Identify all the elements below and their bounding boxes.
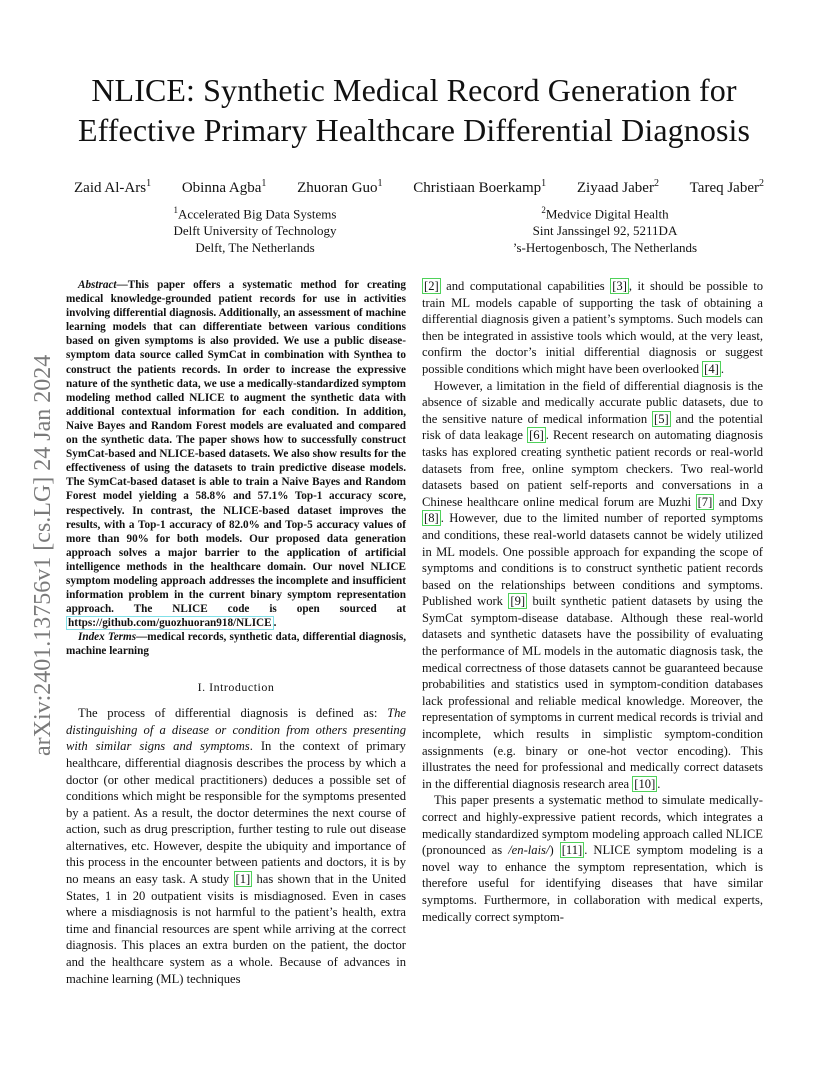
abstract: Abstract—This paper offers a systematic method for creating medical knowledge-grounded patient records for use in activities involving differential diagnosis. Additionally, an assessment of machine learning models that can differentiate between various conditions based on given symptoms is also provided. We use a public disease-symptom data source called SymCat in combination with Synthea to construct the patients records. In order to increase the expressive nature of the synthetic data, we use a medically-standardized symptom modeling method called NLICE to augment the synthetic data with additional contextual information for each condition. In addition, Naive Bayes and Random Forest models are evaluated and compared on the synthetic data. The paper shows how to successfully construct SymCat-based and NLICE-based datasets. We also show results for the effectiveness of using the datasets to train predictive disease models. The SymCat-based dataset is able to train a Naive Bayes and Random Forest model yielding a 58.8% and 57.1% Top-1 accuracy score, respectively. In contrast, the NLICE-based dataset improves the results, with a Top-1 accuracy of 82.0% and Top-5 accuracy values of more than 90% for both models. Our proposed data generation approach solves a major barrier to the application of artificial intelligence methods in the healthcare domain. Our novel NLICE symptom modeling approach addresses the incomplete and insufficient information problem in the current binary symptom representation approach. The NLICE code is open sourced at https://github.com/guozhuoran918/NLICE . <box>66 279 406 630</box>
intro-paragraph-1: The process of differential diagnosis is defined as: The distinguishing of a disease or condition from others presenting with similar signs and symptoms. In the context of primary healthcare, differential diagnosis describes the process by which a doctor (or other medical practitioners) deduces a possible set of conditions which might be responsible for the symptoms presented by a patient. As a result, the doctor determines the next course of action, such as drug prescription, further testing to rule out disease alternatives, etc. However, despite the ubiquity and importance of this process in the encounter between patients and doctors, it is by no means an easy task. A study [1] has shown that in the United States, 1 in 20 outpatient visits is misdiagnosed. Even in cases where a misdiagnosis is not harmful to the patient’s health, extra time and financial resources are spent while arriving at the correct diagnosis. This places an extra burden on the patient, the doctor and the healthcare system as a whole. Because of advances in machine learning (ML) techniques <box>66 706 406 986</box>
left-column <box>66 278 406 987</box>
citation-link[interactable]: [7] <box>697 494 713 509</box>
arxiv-id-text: arXiv:2401.13756v1 [cs.LG] 24 Jan 2024 <box>30 354 56 756</box>
intro-paragraph-3: This paper presents a systematic method to simulate medically-correct and highly-expressive patient records, which integrates a medically standardized symptom modeling approach called NLICE (pronounced as /en-lais/) [11] . NLICE symptom modeling is a novel way to enhance the symptom representation, which is therefore useful for identifying diseases that have similar symptoms. Furthermore, in collaboration with medical experts, medically correct symptom- <box>422 793 763 924</box>
index-terms: Index Terms—medical records, synthetic data, differential diagnosis, machine learning <box>66 631 406 658</box>
author: Obinna Agba$^1$ <box>181 178 267 196</box>
intro-paragraph-2: However, a limitation in the field of differential diagnosis is the absence of sizable and medically accurate public datasets, due to the sensitive nature of medical information [5] and the potential risk of data leakage [6] . Recent research on automating diagnosis tasks has explored creating synthetic patient records or real-world datasets from free, online symptom checkers. Two real-world datasets based on patient self-reports and conversations in a Chinese healthcare online medical forum are Muzhi [7] and Dxy [8] . However, due to the limited number of reported symptoms and conditions, these real-world datasets cannot be widely utilized in ML models. One possible approach for expanding the scope of symptoms and conditions is to construct synthetic patient records based on the relationships between conditions and symptoms. Published work [9] built synthetic patient datasets by using the SymCat symptom-disease database. Although these real-world datasets and synthetic datasets have the possibility of evaluating the performance of ML models in the automatic diagnosis task, the medical correctness of those datasets cannot be guaranteed because probabilities and statistics used in symptom-condition databases lack professional and reliable medical knowledge. Moreover, the representation of symptoms in current medical records is trivial and incomplete, which results in simplistic symptom-condition assignments (e.g. binary or one-hot vector encoding). This illustrates the need for professional and medically correct datasets in the differential diagnosis research area [10] . <box>422 378 764 791</box>
citation-link[interactable]: [6] <box>529 428 544 443</box>
author: Zaid Al-Ars$^1$ <box>74 178 152 196</box>
author: Ziyaad Jaber$^2$ <box>576 178 659 196</box>
github-link[interactable]: https://github.com/guozhuoran918/NLICE <box>68 617 272 630</box>
author: Tareq Jaber$^2$ <box>689 178 764 196</box>
citation-link[interactable]: [2] <box>424 279 439 293</box>
arxiv-identifier-stamp <box>20 290 60 760</box>
right-column <box>422 278 763 925</box>
affiliation-1: $^1$Accelerated Big Data Systems Delft University of Technology Delft, The Netherlands <box>173 205 337 256</box>
intro-paragraph-1-continued: [2] and computational capabilities [3] , it should be possible to train ML models capable of supporting the task of obtaining a differential diagnosis given a patient’s symptoms. Such models can then be integrated in assistive tools which would, at the very least, confirm the doctor’s initial differential diagnosis or suggest possible conditions which might have been overlooked [4] . <box>422 279 763 376</box>
citation-link[interactable]: [8] <box>424 511 439 526</box>
author-list <box>74 178 764 197</box>
citation-link[interactable]: [9] <box>510 594 526 609</box>
citation-link[interactable]: [4] <box>704 361 719 376</box>
citation-link[interactable]: [1] <box>235 872 251 887</box>
author: Christiaan Boerkamp$^1$ <box>413 178 547 196</box>
affiliation-2: $^2$Medvice Digital Health Sint Janssingel 92, 5211DA ’s-Hertogenbosch, The Netherlands <box>512 205 698 256</box>
citation-link[interactable]: [10] <box>634 776 656 791</box>
citation-link[interactable]: [5] <box>654 411 669 426</box>
title-line-1: NLICE: Synthetic Medical Record Generation for <box>91 72 737 108</box>
citation-link[interactable]: [11] <box>561 843 583 858</box>
citation-link[interactable]: [3] <box>612 279 627 293</box>
title-line-2: Effective Primary Healthcare Differential Diagnosis <box>77 112 751 148</box>
section-heading-introduction: I. Introduction <box>197 679 275 694</box>
author: Zhuoran Guo$^1$ <box>297 178 383 196</box>
paper-title <box>40 70 788 150</box>
